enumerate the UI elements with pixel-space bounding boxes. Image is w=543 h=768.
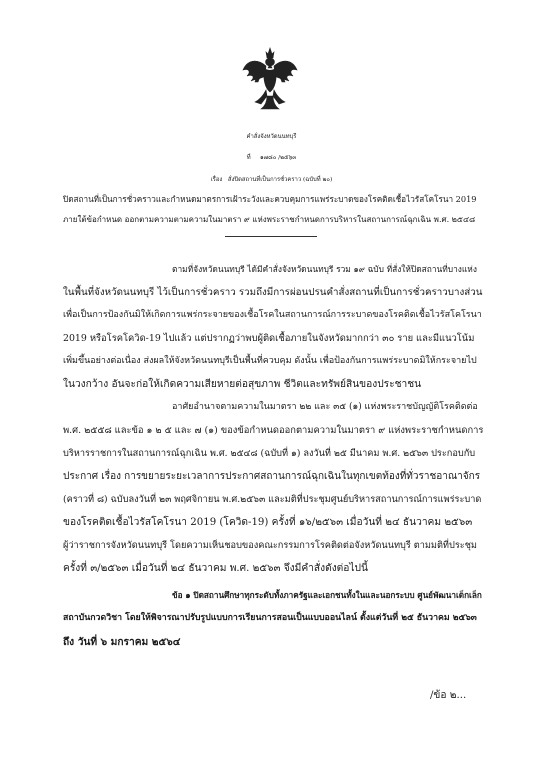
order-title: คำสั่งจังหวัดนนทบุรี <box>246 134 297 140</box>
heading-line: ปิดสถานที่เป็นการชั่วคราวและกำหนดมาตรการเฝ้าระวังและควบคุมการแพร่ระบาดของโรคติดเชื้อไวรัสโคโรนา 2019 <box>63 194 477 204</box>
order-number-label: ที่ <box>246 155 251 161</box>
paragraph-line: 2019 หรือโรคโควิด-19 ไปแล้ว แต่ปรากฏว่าพบผู้ติดเชื้อภายในจังหวัดมากกว่า ๓๐ ราย และมีแนวโน้ม <box>63 333 475 344</box>
paragraph-line: (คราวที่ ๘) ฉบับลงวันที่ ๒๓ พฤศจิกายน พ.ศ.๒๕๖๓ และมติที่ประชุมศูนย์บริหารสถานการณ์การแพร่ระบาด <box>63 494 482 505</box>
paragraph-line: ในพื้นที่จังหวัดนนทบุรี ไว้เป็นการชั่วคราว รวมถึงมีการผ่อนปรนคำสั่งสถานที่เป็นการชั่วคราวบางส่วน <box>63 287 483 298</box>
order-number <box>0 152 543 162</box>
subject-text: สั่งปิดสถานที่เป็นการชั่วคราว (ฉบับที่ ๒๐) <box>227 177 333 183</box>
garuda-emblem-icon <box>241 46 299 110</box>
paragraph-line: ครั้งที่ ๓/๒๕๖๓ เมื่อวันที่ ๒๔ ธันวาคม พ.ศ. ๒๕๖๓ จึงมีคำสั่งดังต่อไปนี้ <box>63 563 368 574</box>
clause-line: ข้อ ๑ ปิดสถานศึกษาทุกระดับทั้งภาครัฐและเอกชนทั้งในและนอกระบบ ศูนย์พัฒนาเด็กเล็ก <box>172 590 482 600</box>
heading-line: ภายใต้ข้อกำหนด ออกตามความตามความในมาตรา ๙ แห่งพระราชกำหนดการบริหารในสถานการณ์ฉุกเฉิน พ.ศ. ๒๕๔๘ <box>63 215 476 224</box>
paragraph-line: เพิ่มขึ้นอย่างต่อเนื่อง ส่งผลให้จังหวัดนนทบุรีเป็นพื้นที่ควบคุม ดังนั้น เพื่อป้องกันการแพร่ระบาดมิให้กระจายไป <box>63 356 477 366</box>
paragraph-line: ตามที่จังหวัดนนทบุรี ได้มีคำสั่งจังหวัดนนทบุรี รวม ๑๙ ฉบับ ที่สั่งให้ปิดสถานที่บางแห่ง <box>172 264 477 274</box>
paragraph-line: บริหารราชการในสถานการณ์ฉุกเฉิน พ.ศ. ๒๕๔๘ (ฉบับที่ ๑) ลงวันที่ ๒๕ มีนาคม พ.ศ. ๒๕๖๓ ประกอบกับ <box>63 448 476 459</box>
order-subject <box>0 174 543 184</box>
paragraph-line: ของโรคติดเชื้อไวรัสโคโรนา 2019 (โควิด-19) ครั้งที่ ๑๖/๒๕๖๓ เมื่อวันที่ ๒๔ ธันวาคม ๒๕๖๓ <box>63 517 473 528</box>
clause-line: สถาบันกวดวิชา โดยให้พิจารณาปรับรูปแบบการเรียนการสอนเป็นแบบออนไลน์ ตั้งแต่วันที่ ๒๕ ธันวาคม ๒๕๖๓ <box>63 613 477 623</box>
paragraph-line: ประกาศ เรื่อง การขยายระยะเวลาการประกาศสถานการณ์ฉุกเฉินในทุกเขตท้องที่ทั่วราชอาณาจักร <box>63 471 481 482</box>
divider <box>225 236 317 237</box>
clause-line: ถึง วันที่ ๖ มกราคม ๒๕๖๔ <box>63 636 181 648</box>
paragraph-line: ในวงกว้าง อันจะก่อให้เกิดความเสียหายต่อสุขภาพ ชีวิตและทรัพย์สินของประชาชน <box>63 379 422 390</box>
paragraph-line: ผู้ว่าราชการจังหวัดนนทบุรี โดยความเห็นชอบของคณะกรรมการโรคติดต่อจังหวัดนนทบุรี ตามมติที่ประชุม <box>63 540 477 551</box>
continuation-marker: /ข้อ ๒... <box>430 690 467 701</box>
paragraph-line: เพื่อเป็นการป้องกันมิให้เกิดการแพร่กระจายของเชื้อโรคในสถานการณ์การระบาดของโรคติดเชื้อไวรัสโคโรนา <box>63 310 482 320</box>
paragraph-line: อาศัยอำนาจตามความในมาตรา ๒๒ และ ๓๕ (๑) แห่งพระราชบัญญัติโรคติดต่อ <box>172 402 478 412</box>
paragraph-line: พ.ศ. ๒๕๕๘ และข้อ ๑ ๒ ๕ และ ๗ (๑) ของข้อกำหนดออกตามความในมาตรา ๙ แห่งพระราชกำหนดการ <box>63 425 484 436</box>
subject-label: เรื่อง <box>210 177 223 183</box>
order-number-value: ๑๗๘๐ /๒๕๖๓ <box>259 155 297 161</box>
